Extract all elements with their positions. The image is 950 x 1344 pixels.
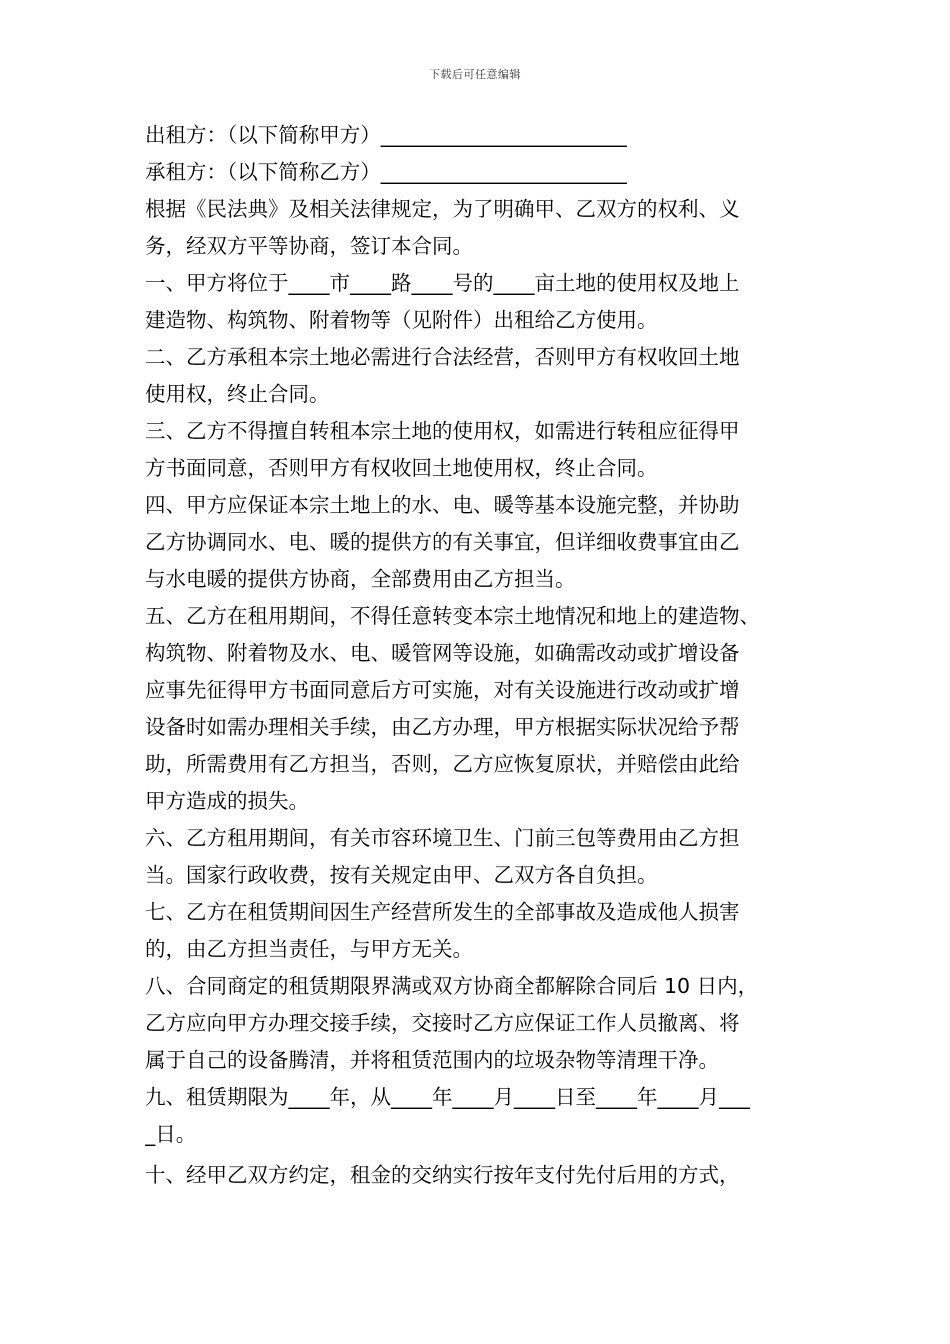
clause-7-line: 的，由乙方担当责任，与甲方无关。 [145,937,473,961]
clause-2-line: 使用权，终止合同。 [145,382,330,406]
preamble-line: 务，经双方平等协商，签订本合同。 [145,234,473,258]
contract-body [145,117,815,1194]
clause-7-line: 七、乙方在租赁期间因生产经营所发生的全部事故及造成他人损害 [145,900,740,924]
clause-2-line: 二、乙方承租本宗土地必需进行合法经营，否则甲方有权收回土地 [145,345,740,369]
clause-10-line: 十、经甲乙双方约定，租金的交纳实行按年支付先付后用的方式， [145,1163,740,1187]
clause-4-line: 四、甲方应保证本宗土地上的水、电、暖等基本设施完整，并协助 [145,493,740,517]
clause-5-line: 应事先征得甲方书面同意后方可实施，对有关设施进行改动或扩增 [145,678,740,702]
clause-4-line: 乙方协调同水、电、暖的提供方的有关事宜，但详细收费事宜由乙 [145,530,740,554]
page-header: 下载后可任意编辑 [429,68,521,81]
clause-6-line: 六、乙方租用期间，有关市容环境卫生、门前三包等费用由乙方担 [145,826,740,850]
preamble-line: 根据《民法典》及相关法律规定，为了明确甲、乙双方的权利、义 [145,197,740,221]
clause-9-line: _日。 [145,1122,197,1146]
clause-6-line: 当。国家行政收费，按有关规定由甲、乙双方各自负担。 [145,863,658,887]
clause-8-line: 属于自己的设备腾清，并将租赁范围内的垃圾杂物等清理干净。 [145,1048,719,1072]
clause-1-line: 一、甲方将位于____市____路____号的____亩土地的使用权及地上 [145,271,740,295]
clause-5-line: 助，所需费用有乙方担当，否则，乙方应恢复原状，并赔偿由此给 [145,752,740,776]
clause-8-line: 八、合同商定的租赁期限界满或双方协商全都解除合同后 10 日内， [145,974,759,998]
clause-9-line: 九、租赁期限为____年，从____年____月____日至____年____月___ [145,1085,750,1109]
clause-1-line: 建造物、构筑物、附着物等（见附件）出租给乙方使用。 [145,308,658,332]
clause-5-line: 设备时如需办理相关手续，由乙方办理，甲方根据实际状况给予帮 [145,715,740,739]
clause-5-line: 甲方造成的损失。 [145,789,309,813]
clause-5-line: 五、乙方在租用期间，不得任意转变本宗土地情况和地上的建造物、 [145,604,760,628]
clause-4-line: 与水电暖的提供方协商，全部费用由乙方担当。 [145,567,576,591]
clause-5-line: 构筑物、附着物及水、电、暖管网等设施，如确需改动或扩增设备 [145,641,740,665]
clause-8-line: 乙方应向甲方办理交接手续，交接时乙方应保证工作人员撤离、将 [145,1011,740,1035]
lessor-line: 出租方：（以下简称甲方）________________________ [145,123,627,147]
lessee-line: 承租方：（以下简称乙方）________________________ [145,160,627,184]
clause-3-line: 方书面同意，否则甲方有权收回土地使用权，终止合同。 [145,456,658,480]
clause-3-line: 三、乙方不得擅自转租本宗土地的使用权，如需进行转租应征得甲 [145,419,740,443]
